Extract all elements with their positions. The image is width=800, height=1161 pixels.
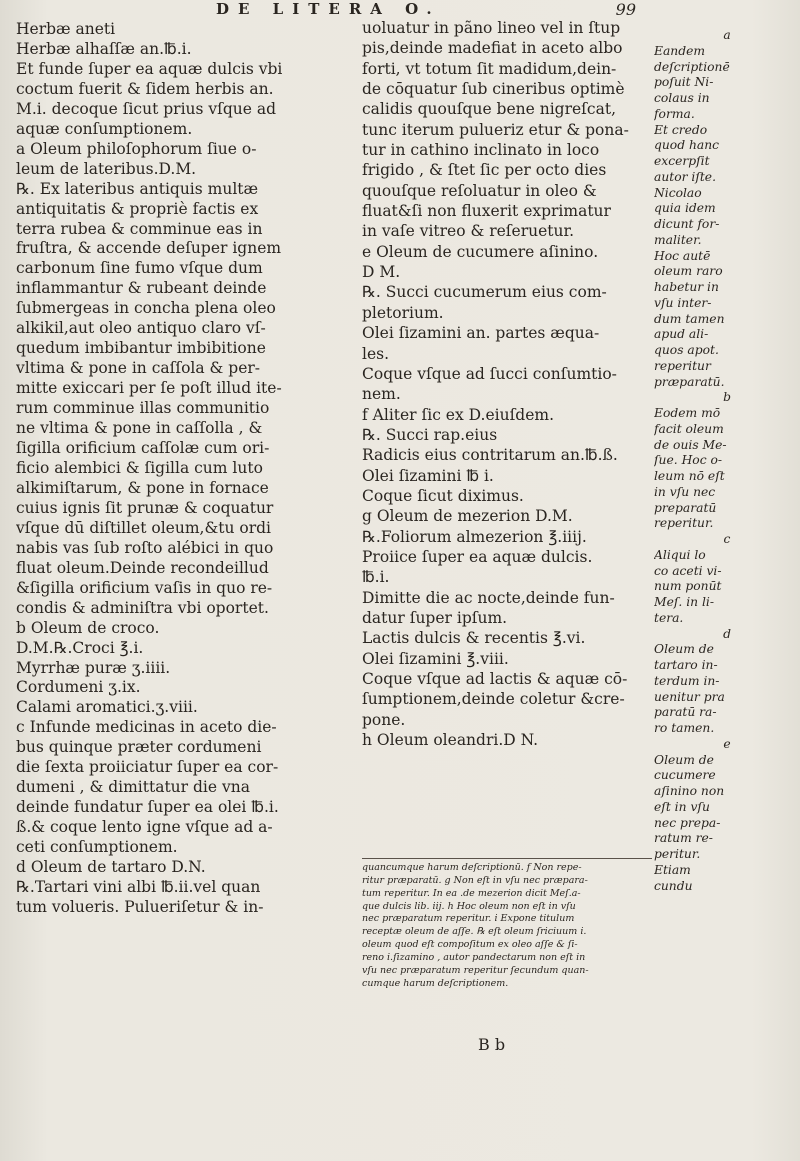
margin-note-line: habetur in: [654, 280, 719, 294]
margin-note-line: leum nō eſt: [654, 469, 725, 483]
margin-note-line: d: [723, 626, 731, 641]
text-line: ℞. Ex lateribus antiquis multæ: [16, 179, 259, 198]
margin-note-line: deſcriptionē: [654, 59, 730, 74]
text-line: Cordumeni ʒ.ix.: [16, 678, 141, 697]
text-line: Olei ſizamini ℥.viii.: [362, 649, 509, 668]
text-line: ceti conſumptionem.: [16, 838, 178, 857]
margin-note-line: num ponūt: [654, 579, 722, 594]
margin-note-line: a: [723, 28, 731, 42]
text-line: Et funde ſuper ea aquæ dulcis vbi: [16, 59, 283, 78]
text-line: Coque vſque ad ſucci conſumtio-: [362, 364, 617, 383]
text-line: les.: [362, 344, 390, 363]
margin-note-line: c: [723, 532, 731, 546]
margin-note-line: paratū ra-: [654, 705, 717, 720]
margin-note-line: terdum in-: [654, 673, 720, 688]
text-line: fruſtra, & accende deſuper ignem: [16, 239, 282, 258]
margin-note-line: Eodem mō: [654, 406, 721, 420]
text-line: calidis quouſque bene nigreſcat,: [362, 100, 616, 119]
margin-note-line: Oleum de: [654, 642, 714, 657]
margin-note-line: vſu inter-: [654, 295, 712, 310]
margin-note-line: colaus in: [654, 91, 710, 105]
text-line: ſumptionem,deinde coletur &cre-: [362, 690, 625, 709]
margin-note-line: Aliqui lo: [654, 547, 706, 562]
margin-note-line: peritur.: [654, 847, 701, 861]
text-line: D M.: [362, 263, 401, 282]
footnote-block: [362, 862, 652, 990]
text-line: de cōquatur ſub cineribus optimè: [362, 80, 625, 99]
left-text-column: [16, 20, 358, 918]
margin-note-line: facit oleum: [654, 421, 724, 436]
text-line: ſubmergeas in concha plena oleo: [16, 299, 276, 318]
margin-note-line: poſuit Ni-: [654, 75, 714, 90]
text-line: M.i. decoque ſicut prius vſque ad: [16, 99, 277, 118]
footnote-line: receptæ oleum de aſſe. ℞ eſt oleum ſriciuum i.: [362, 926, 587, 938]
margin-note-line: tartaro in-: [654, 658, 718, 672]
text-line: forti, vt totum ſit madidum,dein-: [362, 59, 617, 78]
text-line: pone.: [362, 710, 406, 729]
text-line: Myrrhæ puræ ʒ.iiii.: [16, 658, 171, 677]
text-line: Lactis dulcis & recentis ℥.vi.: [362, 629, 586, 648]
text-line: Dimitte die ac nocte,deinde fun-: [362, 588, 615, 607]
text-line: tum volueris. Pulueriſetur & in-: [16, 897, 264, 916]
text-line: h Oleum oleandri.D N.: [362, 731, 539, 750]
text-line: Herbæ alhaſſæ an.℔.i.: [16, 39, 192, 58]
margin-note-line: cundu: [654, 878, 693, 893]
margin-note-line: præparatū.: [654, 374, 725, 389]
margin-note-line: de ouis Me-: [654, 437, 727, 452]
margin-note-line: apud ali-: [654, 327, 709, 342]
margin-note-line: reperitur: [654, 358, 711, 373]
text-line: fluat&ſi non fluxerit exprimatur: [362, 202, 611, 221]
text-line: &ſigilla orificium vaſis in quo re-: [16, 578, 273, 597]
text-line: alkikil,aut oleo antiquo claro vſ-: [16, 319, 266, 338]
text-line: Olei ſizamini ℔ i.: [362, 466, 494, 485]
margin-note-line: ro tamen.: [654, 721, 715, 735]
margin-notes: [654, 28, 800, 894]
text-line: quedum imbibantur imbibitione: [16, 339, 266, 358]
margin-note-line: Oleum de: [654, 752, 714, 767]
margin-note-line: Et credo: [654, 122, 708, 137]
text-line: Herbæ aneti: [16, 20, 116, 38]
text-line: Coque vſque ad lactis & aquæ cō-: [362, 670, 628, 688]
text-line: carbonum ſine fumo vſque dum: [16, 259, 263, 278]
footnote-line: reno i.ſizamino , autor pandectarum non eſt in: [362, 951, 586, 963]
text-line: coctum fuerit & ſidem herbis an.: [16, 79, 274, 98]
text-line: ℞.Tartari vini albi ℔.ii.vel quan: [16, 877, 261, 896]
margin-note-line: nec prepa-: [654, 815, 721, 830]
signature-mark: B b: [478, 1035, 506, 1054]
text-line: Proiice ſuper ea aquæ dulcis.: [362, 547, 593, 566]
text-line: tur in cathino inclinato in loco: [362, 141, 600, 160]
text-line: bus quinque præter cordumeni: [16, 738, 262, 757]
margin-note-line: dum tamen: [654, 311, 725, 326]
text-line: c Infunde medicinas in aceto die-: [16, 718, 277, 737]
text-line: e Oleum de cucumere aſinino.: [362, 242, 599, 261]
margin-note-line: maliter.: [654, 232, 702, 247]
text-line: vltima & pone in caſſola & per-: [16, 359, 261, 378]
text-line: dumeni , & dimittatur die vna: [16, 778, 250, 797]
margin-note-line: dicunt for-: [654, 217, 720, 231]
text-line: condis & adminiſtra vbi oportet.: [16, 598, 269, 617]
margin-note-line: tera.: [654, 610, 684, 625]
text-line: ſigilla orificium caſſolæ cum ori-: [16, 439, 270, 458]
margin-note-line: autor iſte.: [654, 169, 716, 184]
footnote-line: vſu nec præparatum reperitur ſecundum quan-: [362, 964, 589, 976]
margin-note-line: Hoc autē: [654, 248, 711, 263]
text-line: in vaſe vitreo & reſeruetur.: [362, 222, 575, 241]
text-line: ne vltima & pone in caſſolla , &: [16, 419, 263, 438]
margin-note-line: forma.: [654, 106, 695, 121]
margin-note-line: ſue. Hoc o-: [654, 453, 723, 468]
footnote-line: cumque harum deſcriptionem.: [362, 977, 509, 989]
text-line: inflammantur & rubeant deinde: [16, 279, 267, 298]
margin-note-line: quia idem: [654, 201, 716, 216]
text-line: mitte exiccari per ſe poſt illud ite-: [16, 379, 282, 398]
text-line: fluat oleum.Deinde recondeillud: [16, 558, 269, 577]
margin-note-line: Etiam: [654, 862, 691, 877]
text-line: ℞. Succi rap.eius: [362, 425, 498, 444]
margin-note-line: uenitur pra: [654, 689, 725, 704]
text-line: datur ſuper ipſum.: [362, 608, 508, 627]
text-line: aquæ conſumptionem.: [16, 119, 193, 138]
margin-note-line: e: [723, 736, 731, 751]
margin-note-line: excerpſit: [654, 154, 710, 168]
text-line: quouſque reſoluatur in oleo &: [362, 181, 597, 200]
text-line: uoluatur in pãno lineo vel in ſtup: [362, 19, 621, 37]
text-line: d Oleum de tartaro D.N.: [16, 858, 206, 877]
text-line: pis,deinde madefiat in aceto albo: [362, 39, 623, 58]
margin-note-line: Meſ. in li-: [654, 595, 715, 609]
text-line: ficio alembici & ſigilla cum luto: [16, 458, 263, 477]
text-line: rum comminue illas communitio: [16, 399, 270, 418]
running-head: DE LITERA O.: [216, 0, 441, 18]
text-line: a Oleum philoſophorum ſiue o-: [16, 139, 257, 158]
text-line: f Aliter ſic ex D.eiuſdem.: [362, 405, 555, 424]
footnote-line: nec præparatum reperitur. i Expone titulum: [362, 913, 575, 925]
text-line: terra rubea & comminue eas in: [16, 219, 263, 238]
footnote-line: que dulcis lib. iij. h Hoc oleum non eſt in vſu: [362, 900, 576, 912]
text-line: die ſexta proiiciatur ſuper ea cor-: [16, 758, 279, 777]
text-line: b Oleum de croco.: [16, 618, 160, 637]
margin-note-line: oleum raro: [654, 264, 723, 279]
margin-note-line: ratum re-: [654, 831, 713, 846]
margin-note-line: aſinino non: [654, 784, 725, 798]
margin-note-line: Eandem: [654, 43, 706, 58]
text-line: D.M.℞.Croci ℥.i.: [16, 638, 144, 657]
text-line: leum de lateribus.D.M.: [16, 159, 197, 178]
text-line: nem.: [362, 385, 401, 404]
text-line: deinde fundatur ſuper ea olei ℔.i.: [16, 798, 279, 817]
text-line: frigido , & ſtet ſic per octo dies: [362, 161, 607, 180]
margin-note-line: preparatū: [654, 500, 717, 515]
margin-note-line: in vſu nec: [654, 484, 716, 499]
text-line: pletorium.: [362, 303, 444, 322]
margin-note-line: co aceti vi-: [654, 563, 722, 578]
text-line: Calami aromatici.ʒ.viii.: [16, 698, 198, 717]
footnote-line: quancumque harum deſcriptionū. f Non repe-: [362, 862, 582, 873]
text-line: ℔.i.: [362, 568, 390, 587]
text-line: g Oleum de mezerion D.M.: [362, 507, 573, 526]
margin-note-line: cucumere: [654, 768, 716, 783]
text-line: ß.& coque lento igne vſque ad a-: [16, 818, 273, 837]
margin-note-line: reperitur.: [654, 516, 714, 531]
text-line: Radicis eius contritarum an.℔.ß.: [362, 446, 618, 465]
text-line: tunc iterum pulueriz etur & pona-: [362, 120, 629, 139]
margin-note-line: eſt in vſu: [654, 799, 710, 814]
text-line: vſque dū diſtillet oleum,&tu ordi: [16, 518, 272, 537]
text-line: Coque ſicut diximus.: [362, 486, 524, 505]
text-line: antiquitatis & propriè factis ex: [16, 199, 259, 218]
right-text-column: [362, 18, 652, 750]
text-line: cuius ignis ſit prunæ & coquatur: [16, 498, 274, 517]
text-line: Olei ſizamini an. partes æqua-: [362, 324, 600, 343]
footnote-line: tum reperitur. In ea .de mezerion dicit Meſ.a-: [362, 887, 581, 899]
margin-note-line: quos apot.: [654, 343, 719, 357]
text-line: ℞. Succi cucumerum eius com-: [362, 283, 607, 302]
margin-note-line: quod hanc: [654, 138, 720, 153]
page-number: 99: [615, 0, 636, 19]
footnote-line: ritur præparatū. g Non eſt in vſu nec præpara-: [362, 874, 588, 886]
text-line: alkimiſtarum, & pone in fornace: [16, 478, 269, 497]
margin-note-line: Nicolao: [654, 185, 702, 200]
footnote-rule: [362, 858, 652, 859]
footnote-line: oleum quod eſt compoſitum ex oleo aſſe & ſi-: [362, 939, 578, 951]
text-line: nabis vas ſub roſto alébici in quo: [16, 538, 274, 557]
text-line: ℞.Foliorum almezerion ℥.iiij.: [362, 527, 587, 546]
margin-note-line: b: [723, 390, 731, 405]
